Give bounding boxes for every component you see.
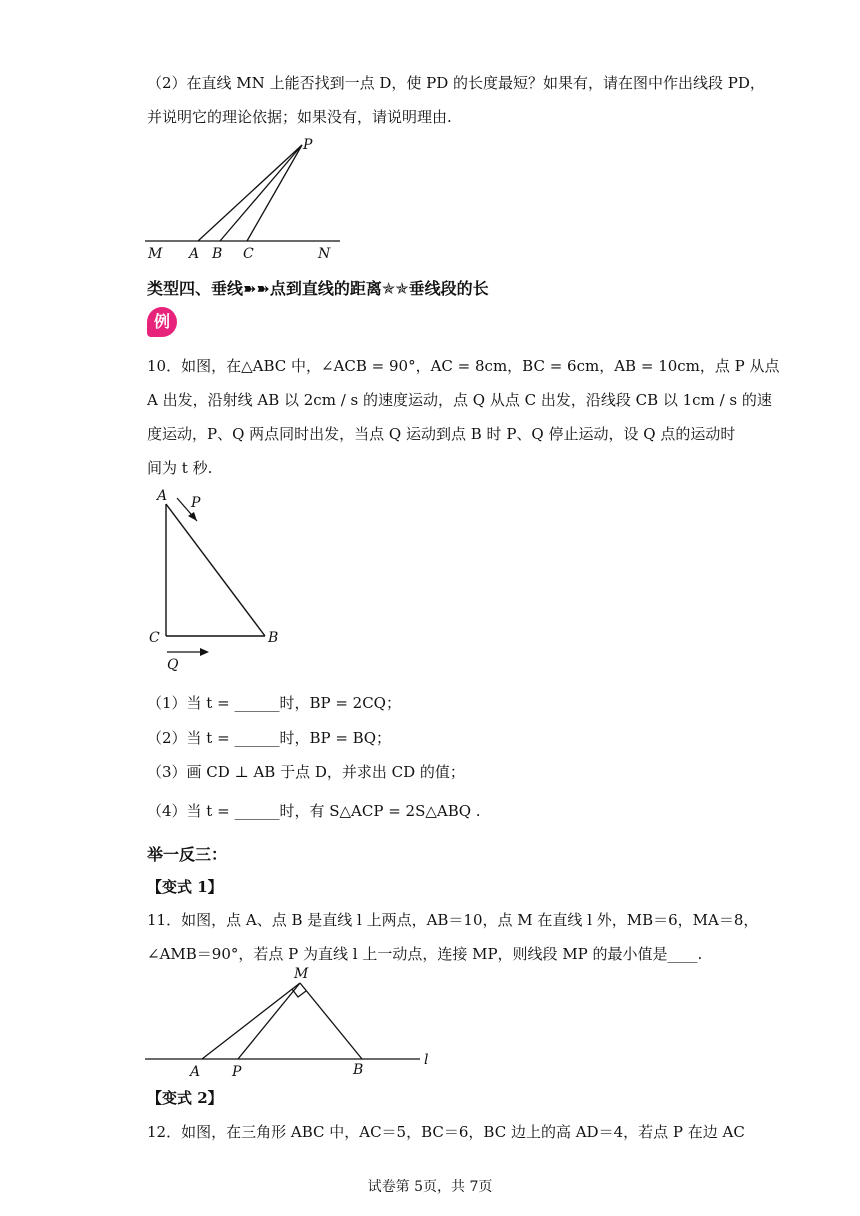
example-badge: 例 bbox=[147, 307, 177, 337]
q10-sub4: （4）当 t = ______时，有 S△ACP = 2S△ABQ . bbox=[147, 802, 481, 820]
segment-mb bbox=[300, 983, 362, 1059]
figure-line-mn bbox=[140, 135, 340, 265]
label-p: P bbox=[303, 137, 313, 153]
segment-pb bbox=[220, 145, 302, 241]
label-l: l bbox=[424, 1052, 429, 1068]
q10-line1: 10．如图，在△ABC 中，∠ACB = 90°，AC = 8cm，BC = 6cm，AB = 10cm，点 P 从点 bbox=[147, 357, 780, 375]
figure-line-l bbox=[140, 963, 440, 1078]
label-p: P bbox=[232, 1064, 242, 1080]
q10-sub2: （2）当 t = ______时，BP = BQ； bbox=[147, 729, 391, 747]
side-ab bbox=[166, 504, 265, 636]
section-heading: 类型四、垂线➽➽点到直线的距离✯✯垂线段的长 bbox=[147, 279, 489, 298]
q11-line1: 11．如图，点 A、点 B 是直线 l 上两点，AB＝10，点 M 在直线 l 外，MB＝6，MA＝8， bbox=[147, 911, 759, 929]
arrow-p-head bbox=[188, 512, 197, 521]
label-b: B bbox=[268, 630, 279, 646]
q10-line4: 间为 t 秒. bbox=[147, 459, 213, 477]
arrow-q-head bbox=[200, 648, 209, 656]
label-q: Q bbox=[167, 657, 179, 673]
label-b: B bbox=[353, 1062, 364, 1078]
segment-mp bbox=[238, 983, 300, 1059]
q10-line2: A 出发，沿射线 AB 以 2cm / s 的速度运动，点 Q 从点 C 出发，沿线段 CB 以 1cm / s 的速 bbox=[147, 391, 772, 409]
label-p: P bbox=[191, 495, 201, 511]
label-a: A bbox=[189, 246, 200, 262]
label-a: A bbox=[190, 1064, 201, 1080]
q11-line2: ∠AMB＝90°，若点 P 为直线 l 上一动点，连接 MP，则线段 MP 的最小值是____. bbox=[147, 945, 703, 963]
q10-line3: 度运动，P、Q 两点同时出发，当点 Q 运动到点 B 时 P、Q 停止运动，设 Q 点的运动时 bbox=[147, 425, 736, 443]
segment-ma bbox=[202, 983, 300, 1059]
page-footer: 试卷第 5页，共 7页 bbox=[367, 1179, 493, 1195]
variant2-label: 【变式 2】 bbox=[147, 1089, 223, 1107]
label-m: M bbox=[294, 966, 309, 982]
q10-sub3: （3）画 CD ⊥ AB 于点 D，并求出 CD 的值； bbox=[147, 763, 465, 781]
figure-triangle-abc bbox=[145, 485, 295, 673]
label-b: B bbox=[212, 246, 223, 262]
variant1-label: 【变式 1】 bbox=[147, 878, 223, 896]
segment-pc bbox=[247, 145, 302, 241]
label-c: C bbox=[149, 630, 160, 646]
q9-part2-line2: 并说明它的理论依据；如果没有，请说明理由. bbox=[147, 108, 452, 126]
q10-sub1: （1）当 t = ______时，BP = 2CQ； bbox=[147, 694, 401, 712]
q9-part2-line1: （2）在直线 MN 上能否找到一点 D，使 PD 的长度最短？如果有，请在图中作出线段 PD， bbox=[147, 74, 765, 92]
practice-heading: 举一反三： bbox=[147, 845, 228, 864]
label-n: N bbox=[318, 246, 331, 262]
q12-line1: 12．如图，在三角形 ABC 中，AC＝5，BC＝6，BC 边上的高 AD＝4，若点 P 在边 AC bbox=[147, 1123, 745, 1141]
label-m: M bbox=[148, 246, 163, 262]
segment-pa bbox=[198, 145, 302, 241]
label-a: A bbox=[157, 488, 168, 504]
label-c: C bbox=[243, 246, 254, 262]
